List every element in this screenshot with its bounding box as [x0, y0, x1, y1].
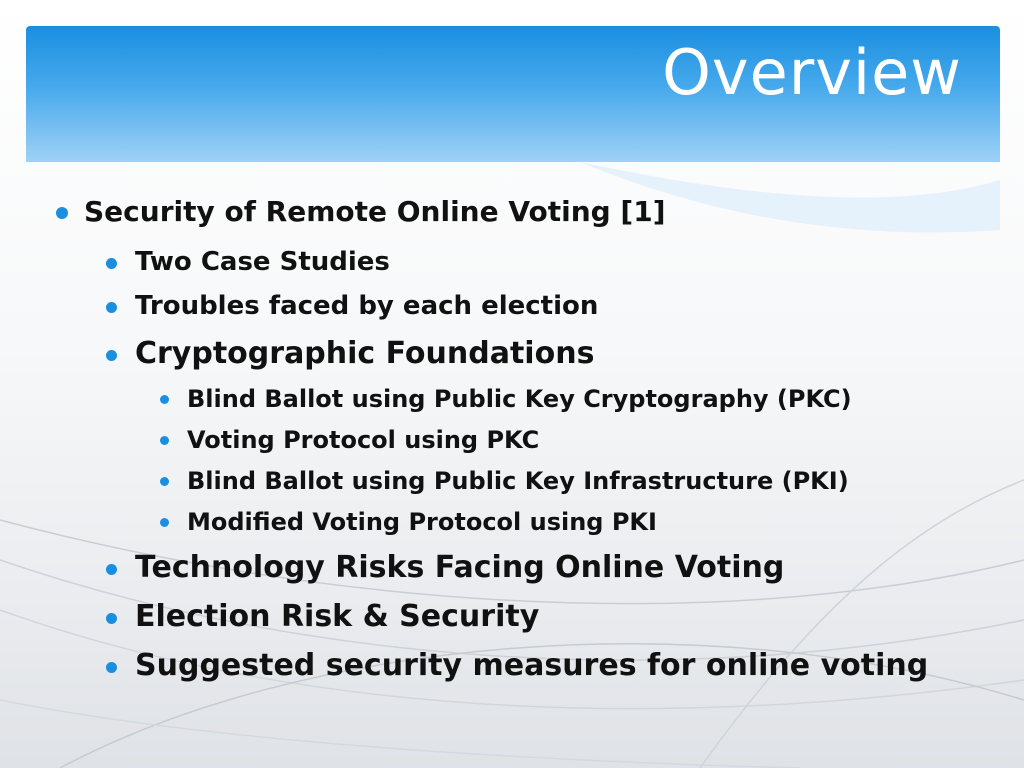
- bullet-dot-icon: [160, 518, 169, 527]
- bullet-text: Cryptographic Foundations: [135, 336, 595, 371]
- bullet-text: Troubles faced by each election: [135, 291, 599, 321]
- bullet-text: Two Case Studies: [135, 247, 390, 277]
- bullet-dot-icon: [106, 258, 117, 269]
- bullet-cryptographic-foundations: [135, 336, 594, 371]
- bullet-dot-icon: [160, 436, 169, 445]
- sub-bullet-blind-ballot-pki: [187, 467, 849, 495]
- bullet-text: Technology Risks Facing Online Voting: [135, 550, 785, 585]
- bullet-dot-icon: [160, 477, 169, 486]
- bullet-text: Voting Protocol using PKC: [187, 426, 540, 454]
- bullet-troubles: [135, 291, 598, 321]
- bullet-text: Blind Ballot using Public Key Cryptography (PKC): [187, 385, 852, 413]
- bullet-technology-risks: [135, 550, 784, 585]
- bullet-dot-icon: [160, 395, 169, 404]
- bullet-text: Modified Voting Protocol using PKI: [187, 508, 657, 536]
- bullet-suggested-security-measures: [135, 648, 928, 683]
- bullet-text: Blind Ballot using Public Key Infrastructure (PKI): [187, 467, 849, 495]
- bullet-dot-icon: [106, 302, 117, 313]
- bullet-dot-icon: [56, 207, 68, 219]
- bullet-two-case-studies: [135, 247, 390, 277]
- bullet-text: Election Risk & Security: [135, 599, 540, 634]
- sub-bullet-modified-voting-protocol-pki: [187, 508, 657, 536]
- bullet-text: Security of Remote Online Voting [1]: [84, 195, 666, 228]
- bullet-dot-icon: [106, 350, 117, 361]
- sub-bullet-blind-ballot-pkc: [187, 385, 852, 413]
- slide-title: Overview: [662, 36, 962, 109]
- bullet-text: Suggested security measures for online voting: [135, 648, 929, 683]
- bullet-election-risk-security: [135, 599, 539, 634]
- bullet-dot-icon: [106, 564, 117, 575]
- bullet-security-remote-voting: [84, 195, 666, 228]
- bullet-dot-icon: [106, 613, 117, 624]
- sub-bullet-voting-protocol-pkc: [187, 426, 539, 454]
- bullet-dot-icon: [106, 662, 117, 673]
